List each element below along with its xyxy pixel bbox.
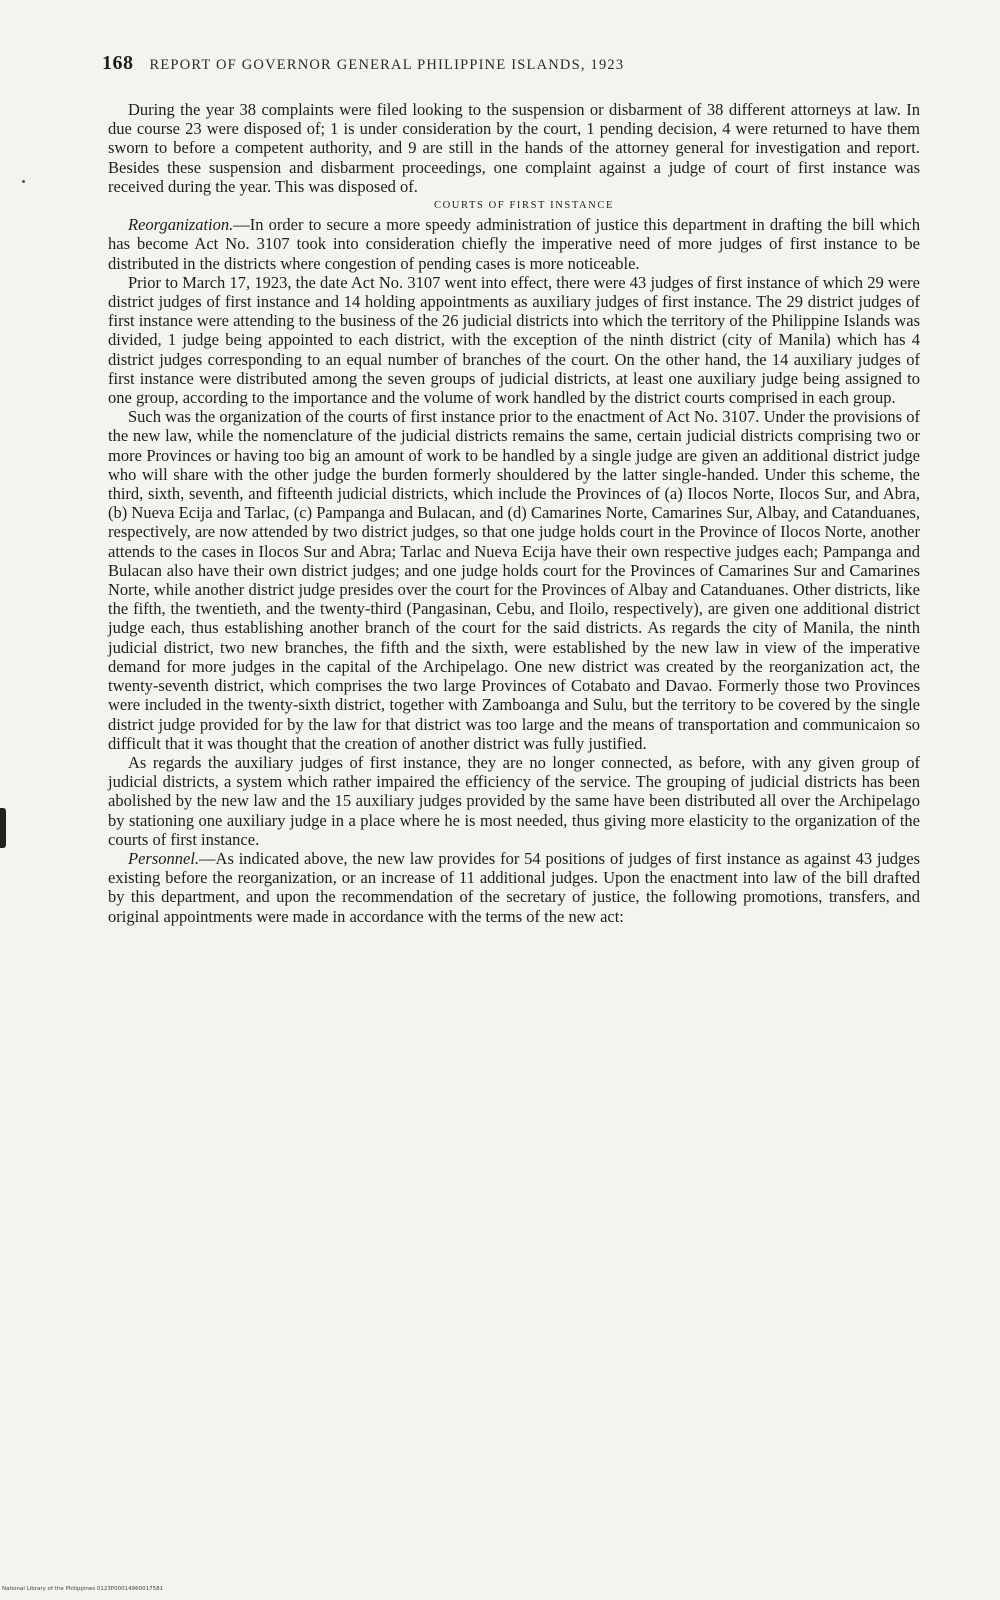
page-header [102, 52, 922, 75]
body-text [108, 100, 920, 926]
personnel-lead: Personnel. [128, 848, 200, 868]
scan-footer: National Library of the Philippines 0123P00014960017581 [2, 1586, 164, 1592]
paragraph-prior-organization: Prior to March 17, 1923, the date Act No. 3107 went into effect, there were 43 judges of first instance of which 29 were district judges of first instance and 14 holding appointments as auxiliary judges of first instance. The 29 district judges of first instance were attending to the business of the 26 judicial districts into which the territory of the Philippine Islands was divided, 1 judge being appointed to each district, with the exception of the ninth district (city of Manila) which has 4 district judges corresponding to an equal number of branches of the court. On the other hand, the 14 auxiliary judges of first instance were distributed among the seven groups of judicial districts, at least one auxiliary judge being assigned to one group, according to the importance and the volume of work handled by the district courts comprised in each group. [108, 272, 920, 408]
paragraph-reorganization [108, 215, 920, 273]
paragraph-auxiliary-judges: As regards the auxiliary judges of first instance, they are no longer connected, as before, with any given group of judicial districts, a system which rather impaired the efficiency of the service. The grouping of judicial districts has been abolished by the new law and the 15 auxiliary judges provided by the same have been distributed all over the Archipelago by stationing one auxiliary judge in a place where he is most needed, thus giving more elasticity to the organization of the courts of first instance. [108, 752, 920, 849]
section-heading: COURTS OF FIRST INSTANCE [434, 200, 614, 212]
binding-mark [0, 808, 6, 848]
reorganization-text: —In order to secure a more speedy administration of justice this department in drafting the bill which has become Act No. 3107 took into consideration chiefly the imperative need of more judges of first instance to be distributed in the districts where congestion of pending cases is more noticeable. [108, 215, 920, 273]
paragraph-disbarment: During the year 38 complaints were filed looking to the suspension or disbarment of 38 different attorneys at law. In due course 23 were disposed of; 1 is under consideration by the court, 1 pending decision, 4 were returned to have them sworn to before a competent authority, and 9 are still in the hands of the attorney general for investigation and report. Besides these suspension and disbarment proceedings, one complaint against a judge of court of first instance was received during the year. This was disposed of. [108, 100, 920, 196]
running-title: REPORT OF GOVERNOR GENERAL PHILIPPINE ISLANDS, 1923 [149, 57, 625, 73]
reorganization-lead: Reorganization. [128, 215, 234, 235]
paragraph-personnel [108, 849, 920, 926]
personnel-text: —As indicated above, the new law provides for 54 positions of judges of first instance as against 43 judges existing before the reorganization, or an increase of 11 additional judges. Upon the enactment into law of the bill drafted by this department, and upon the recommendation of the secretary of justice, the following promotions, transfers, and original appointments were made in accordance with the terms of the new act: [108, 848, 920, 926]
page-number: 168 [102, 52, 134, 74]
scan-speck [22, 180, 25, 183]
paragraph-new-law: Such was the organization of the courts of first instance prior to the enactment of Act No. 3107. Under the provisions of the new law, while the nomenclature of the judicial districts remains the same, certain judicial districts comprising two or more Provinces or having too big an amount of work to be handled by a single judge are given an additional district judge who will share with the other judge the burden formerly shouldered by the latter single-handed. Under this scheme, the third, sixth, seventh, and fifteenth judicial districts, which include the Provinces of (a) Ilocos Norte, Ilocos Sur, and Abra, (b) Nueva Ecija and Tarlac, (c) Pampanga and Bulacan, and (d) Camarines Norte, Camarines Sur, Albay, and Catanduanes, respectively, are now attended by two district judges, so that one judge holds court in the Province of Ilocos Norte, another attends to the cases in Ilocos Sur and Abra; Tarlac and Nueva Ecija have their own respective judges each; Pampanga and Bulacan also have their own district judges; and one judge holds court for the Provinces of Camarines Sur and Camarines Norte, while another district judge presides over the court for the Provinces of Albay and Catanduanes. Other districts, like the fifth, the twentieth, and the twenty-third (Pangasinan, Cebu, and Iloilo, respectively), are given one additional district judge each, thus establishing another branch of the court for the said districts. As regards the city of Manila, the ninth judicial district, two new branches, the fifth and the sixth, were established by the new law in view of the imperative demand for more judges in the capital of the Archipelago. One new district was created by the reorganization act, the twenty-seventh district, which comprises the two large Provinces of Cotabato and Davao. Formerly those two Provinces were included in the twenty-sixth district, together with Zamboanga and Sulu, but the territory to be covered by the single district judge provided for by the law for that district was too large and the means of transportation and communicaion so difficult that it was thought that the creation of another district was fully justified. [108, 407, 920, 753]
